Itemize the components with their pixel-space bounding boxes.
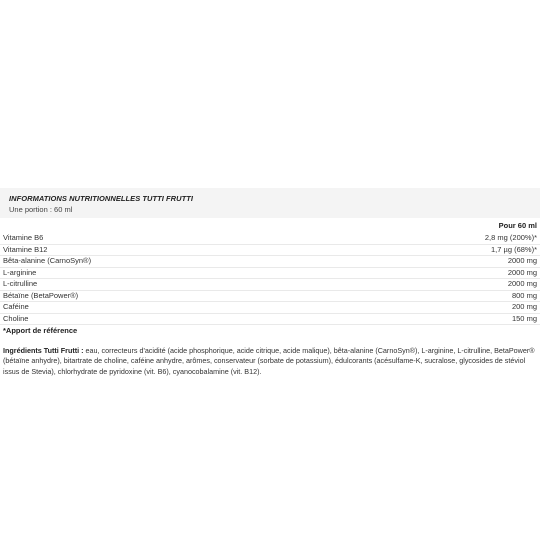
table-row [0,313,540,325]
nutrient-name: Caféine [0,302,303,314]
per-portion-column-header: Pour 60 ml [498,221,537,230]
nutrition-title: INFORMATIONS NUTRITIONNELLES TUTTI FRUTTI [9,194,193,203]
nutrient-name: L-citrulline [0,279,303,291]
nutrition-table [0,218,540,337]
nutrient-name: Choline [0,313,303,325]
nutrient-value: 2000 mg [303,267,540,279]
table-row [0,256,540,268]
nutrient-value: 2,8 mg (200%)* [303,233,540,244]
nutrient-value: 2000 mg [303,279,540,291]
nutrient-name: Bétaïne (BetaPower®) [0,290,303,302]
ingredients-paragraph [0,337,540,377]
portion-size: Une portion : 60 ml [9,205,73,214]
nutrient-name: L-arginine [0,267,303,279]
nutrient-value: 800 mg [303,290,540,302]
nutrient-name: Vitamine B12 [0,244,303,256]
table-header-row [0,218,540,233]
nutrient-value: 150 mg [303,313,540,325]
table-row [0,290,540,302]
nutrient-value: 200 mg [303,302,540,314]
nutrition-header [0,188,540,218]
reference-note: *Apport de référence [3,326,78,335]
table-row [0,302,540,314]
nutrition-panel [0,188,540,377]
nutrient-value: 2000 mg [303,256,540,268]
table-row [0,267,540,279]
table-row [0,233,540,244]
nutrient-name: Vitamine B6 [0,233,303,244]
nutrient-name: Bêta-alanine (CarnoSyn®) [0,256,303,268]
table-row [0,279,540,291]
ingredients-label: Ingrédients Tutti Frutti : [3,346,84,355]
nutrient-value: 1,7 µg (68%)* [303,244,540,256]
table-row [0,244,540,256]
ingredients-text: eau, correcteurs d'acidité (acide phosphorique, acide citrique, acide malique), bêta-alanine (CarnoSyn®), L-arginine, L-citrulline, BetaPower® (bétaïne anhydre), bitartrate de choline, caféine anhydre, arômes, conservateur (sorbate de potassium), édulcorants (acésulfame-K, sucralose, glycosides de stéviol issus de Stevia), chlorhydrate de pyridoxine (vit. B6), cyanocobalamine (vit. B12). [3,346,535,376]
reference-note-row [0,325,540,338]
nutrient-column-header [0,218,303,233]
